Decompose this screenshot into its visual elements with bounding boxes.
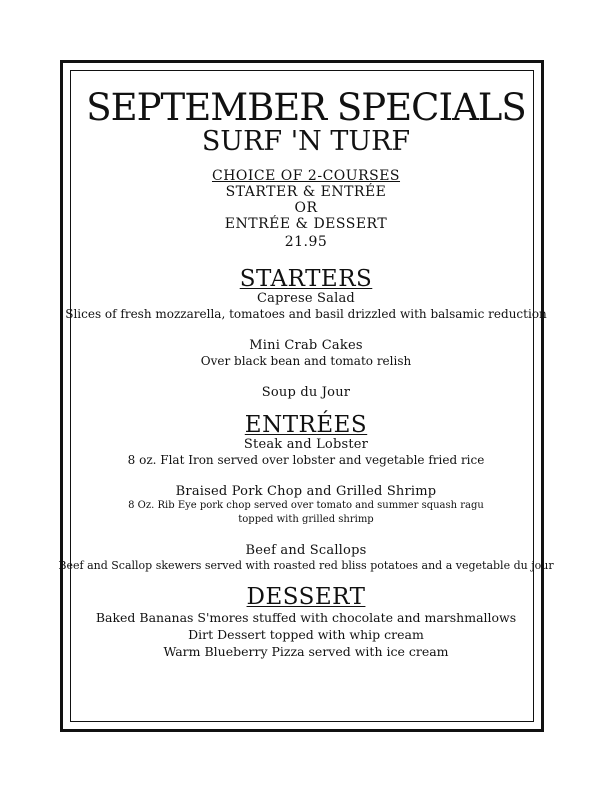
menu-content [0, 88, 612, 660]
choice-option-starter-entree: STARTER & ENTRÉE [225, 184, 387, 200]
starter-name: Mini Crab Cakes [249, 338, 363, 353]
starters-heading: STARTERS [239, 266, 373, 292]
entree-desc-line: 8 Oz. Rib Eye pork chop served over tomato and summer squash ragu [128, 500, 484, 511]
menu-title: SEPTEMBER SPECIALS [86, 86, 526, 129]
entree-desc: Beef and Scallop skewers served with roasted red bliss potatoes and a vegetable du jour [58, 559, 554, 572]
choice-or: OR [294, 200, 318, 216]
starter-desc: Slices of fresh mozzarella, tomatoes and basil drizzled with balsamic reduction [65, 307, 547, 321]
menu-price: 21.95 [284, 234, 328, 250]
entrees-heading: ENTRÉES [244, 412, 368, 438]
choice-option-entree-dessert: ENTRÉE & DESSERT [224, 216, 388, 232]
course-choice-block [0, 168, 612, 250]
entree-name: Beef and Scallops [245, 543, 367, 558]
choice-heading: CHOICE OF 2-COURSES [211, 168, 401, 184]
entree-desc: 8 oz. Flat Iron served over lobster and vegetable fried rice [127, 453, 485, 467]
dessert-item: Baked Bananas S'mores stuffed with chocolate and marshmallows [95, 610, 517, 625]
menu-subtitle: SURF 'N TURF [201, 126, 411, 157]
starter-name: Soup du Jour [261, 385, 351, 400]
dessert-item: Dirt Dessert topped with whip cream [188, 627, 424, 642]
entree-name: Braised Pork Chop and Grilled Shrimp [175, 484, 437, 499]
entree-name: Steak and Lobster [243, 437, 369, 452]
starter-name: Caprese Salad [257, 291, 355, 306]
starter-desc: Over black bean and tomato relish [200, 354, 412, 368]
dessert-item: Warm Blueberry Pizza served with ice cream [163, 644, 449, 659]
dessert-heading: DESSERT [246, 584, 366, 610]
entree-desc-line: topped with grilled shrimp [238, 514, 374, 525]
